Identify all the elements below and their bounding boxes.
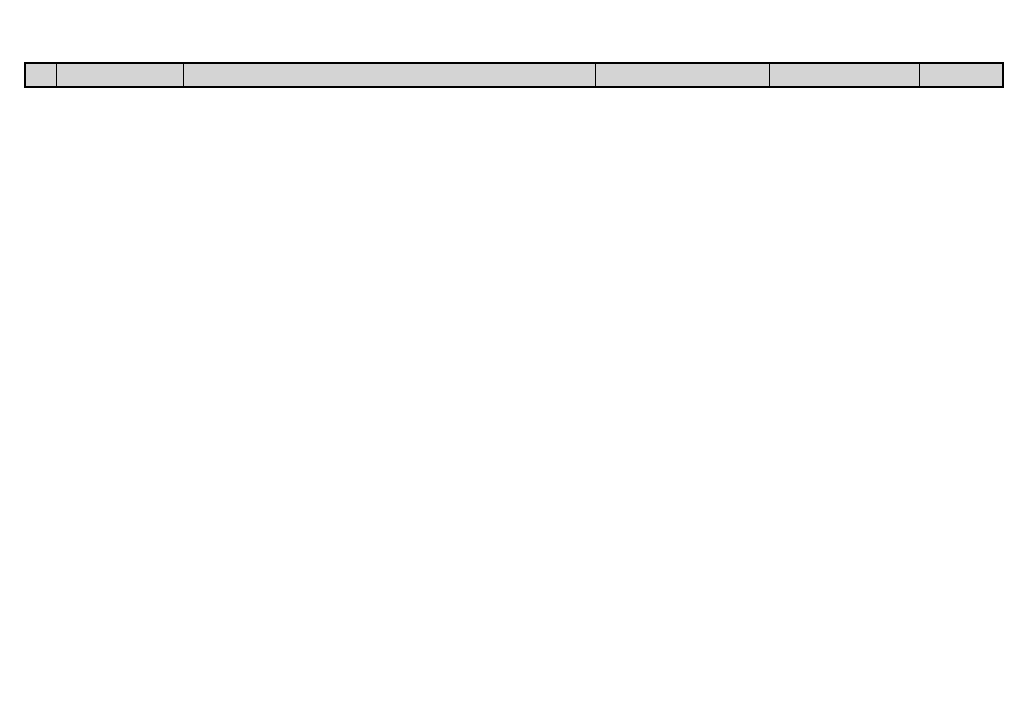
header-name xyxy=(57,64,183,86)
header-tutor xyxy=(770,64,919,86)
table-header xyxy=(24,62,1004,88)
header-school xyxy=(184,64,595,86)
header-lp xyxy=(26,64,56,86)
header-county xyxy=(920,64,1002,86)
header-contact xyxy=(596,64,769,86)
